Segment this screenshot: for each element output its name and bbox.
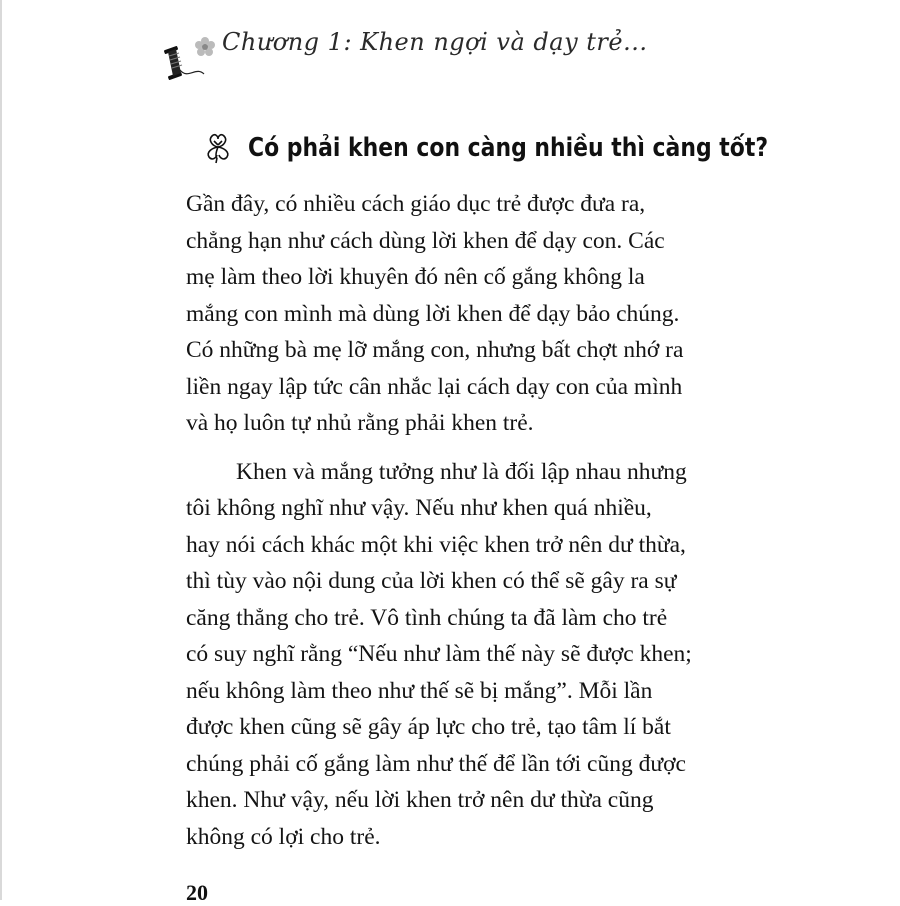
text-line: thì tùy vào nội dung của lời khen có thể sẽ gây ra sự: [186, 568, 677, 594]
text-line: nếu không làm theo như thế sẽ bị mắng”. Mỗi lần: [186, 677, 653, 704]
running-header-title: Chương 1: Khen ngợi và dạy trẻ...: [222, 28, 648, 56]
running-header: [158, 22, 678, 82]
section-title: Có phải khen con càng nhiều thì càng tốt?: [248, 133, 769, 163]
text-line: mẹ làm theo lời khuyên đó nên cố gắng không la: [186, 264, 645, 290]
text-line: chẳng hạn như cách dùng lời khen để dạy con. Các: [186, 227, 665, 254]
text-line: không có lợi cho trẻ.: [186, 823, 381, 850]
text-line: Gần đây, có nhiều cách giáo dục trẻ được đưa ra,: [186, 191, 646, 217]
clover-icon: [200, 130, 236, 166]
text-line: và họ luôn tự nhủ rằng phải khen trẻ.: [186, 410, 534, 436]
section-heading: [200, 126, 853, 170]
text-line: được khen cũng sẽ gây áp lực cho trẻ, tạo tâm lí bắt: [186, 714, 671, 740]
body-text: [186, 186, 706, 855]
text-line: căng thẳng cho trẻ. Vô tình chúng ta đã làm cho trẻ: [186, 604, 668, 631]
text-line: Khen và mắng tưởng như là đối lập nhau nhưng: [236, 458, 687, 485]
text-line: chúng phải cố gắng làm như thế để lần tới cũng được: [186, 750, 686, 777]
text-line: hay nói cách khác một khi việc khen trở nên dư thừa,: [186, 531, 686, 558]
text-line: mắng con mình mà dùng lời khen để dạy bảo chúng.: [186, 300, 680, 327]
flower-icon: [194, 36, 216, 58]
text-line: khen. Như vậy, nếu lời khen trở nên dư thừa cũng: [186, 787, 654, 813]
paragraph-1: [186, 186, 706, 442]
page-number: 20: [186, 880, 208, 905]
text-line: Có những bà mẹ lỡ mắng con, nhưng bất chợt nhớ ra: [186, 337, 684, 363]
paragraph-2: [186, 454, 706, 856]
text-line: liền ngay lập tức cân nhắc lại cách dạy con của mình: [186, 373, 683, 400]
text-line: có suy nghĩ rằng “Nếu như làm thế này sẽ được khen;: [186, 641, 692, 667]
text-line: tôi không nghĩ như vậy. Nếu như khen quá nhiều,: [186, 495, 652, 521]
